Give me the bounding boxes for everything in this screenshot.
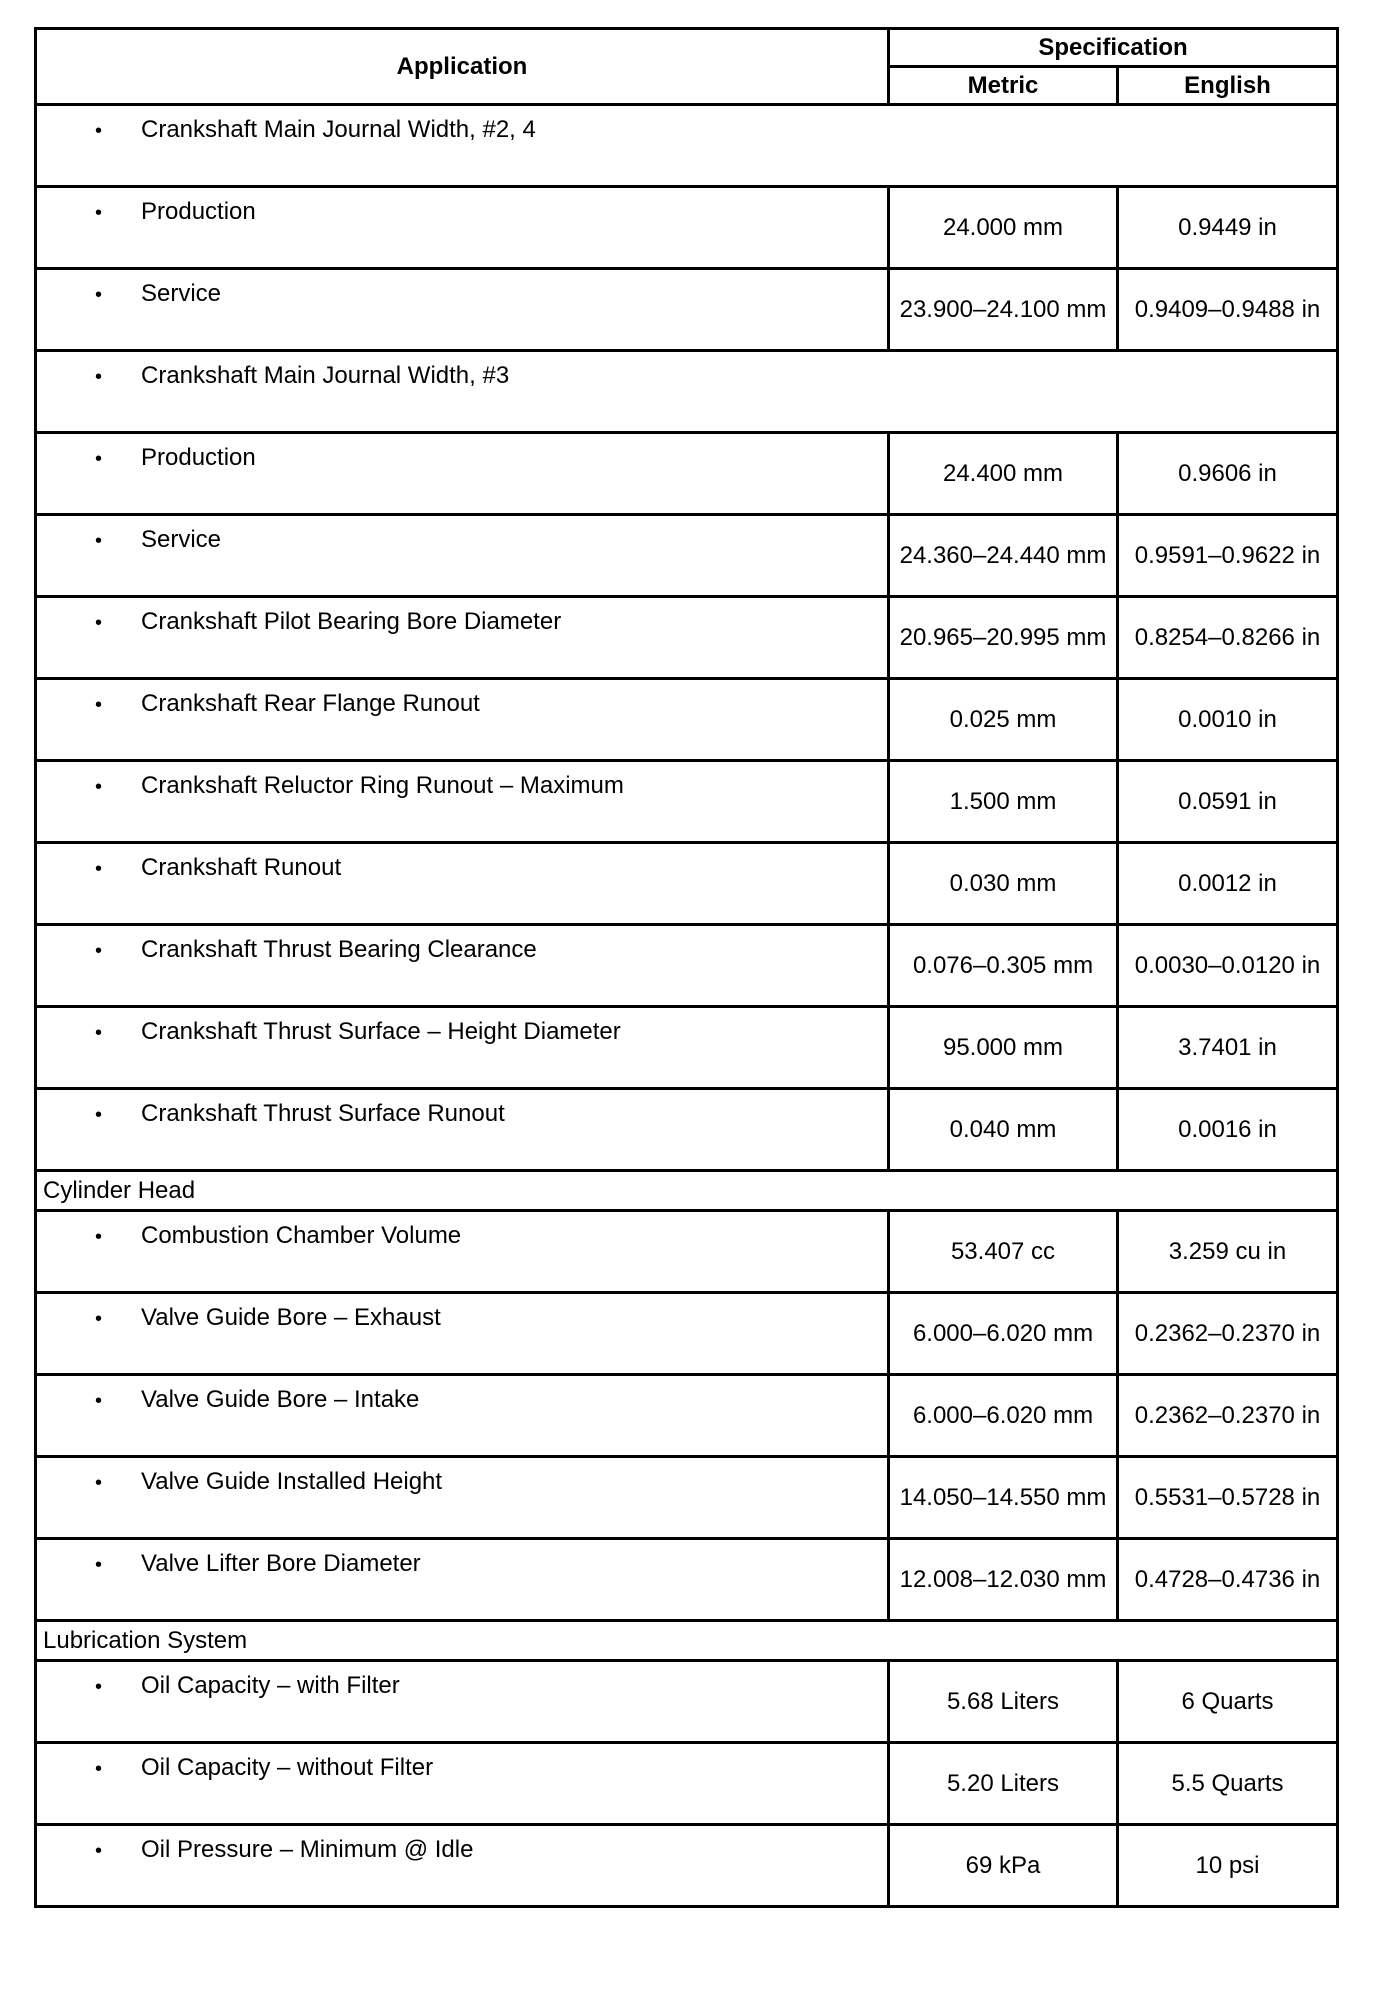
application-label: Crankshaft Thrust Surface Runout — [141, 1100, 505, 1127]
table-row — [36, 761, 1338, 843]
metric-value: 0.025 mm — [889, 679, 1118, 761]
metric-value: 1.500 mm — [889, 761, 1118, 843]
application-cell — [36, 1661, 889, 1743]
application-cell — [36, 1007, 889, 1089]
table-row — [36, 1375, 1338, 1457]
bullet-icon: • — [95, 448, 103, 470]
table-row — [36, 1089, 1338, 1171]
bullet-icon: • — [95, 530, 103, 552]
bullet-icon: • — [95, 202, 103, 224]
table-row — [36, 1661, 1338, 1743]
table-row — [36, 1293, 1338, 1375]
application-cell — [36, 597, 889, 679]
application-label: Production — [141, 444, 256, 471]
metric-header: Metric — [889, 67, 1118, 105]
bullet-icon: • — [95, 120, 103, 142]
application-cell — [36, 1825, 889, 1907]
bullet-icon: • — [95, 1104, 103, 1126]
application-cell — [36, 105, 1338, 187]
application-cell — [36, 925, 889, 1007]
english-value: 0.9591–0.9622 in — [1118, 515, 1338, 597]
english-value: 0.2362–0.2370 in — [1118, 1293, 1338, 1375]
english-value: 0.8254–0.8266 in — [1118, 597, 1338, 679]
metric-value: 23.900–24.100 mm — [889, 269, 1118, 351]
table-row — [36, 843, 1338, 925]
application-label: Crankshaft Rear Flange Runout — [141, 690, 480, 717]
application-cell — [36, 1457, 889, 1539]
bullet-icon: • — [95, 1840, 103, 1862]
application-label: Crankshaft Reluctor Ring Runout – Maximum — [141, 772, 624, 799]
table-row — [36, 269, 1338, 351]
application-cell — [36, 433, 889, 515]
application-label: Crankshaft Main Journal Width, #2, 4 — [141, 116, 536, 143]
bullet-icon: • — [95, 1226, 103, 1248]
application-label: Oil Capacity – with Filter — [141, 1672, 400, 1699]
section-label: Cylinder Head — [36, 1171, 1338, 1211]
application-label: Valve Guide Installed Height — [141, 1468, 443, 1495]
application-label: Valve Guide Bore – Intake — [141, 1386, 420, 1413]
application-cell — [36, 187, 889, 269]
application-label: Valve Lifter Bore Diameter — [141, 1550, 421, 1577]
bullet-icon: • — [95, 1472, 103, 1494]
metric-value: 69 kPa — [889, 1825, 1118, 1907]
section-label: Lubrication System — [36, 1621, 1338, 1661]
application-cell — [36, 843, 889, 925]
application-label: Combustion Chamber Volume — [141, 1222, 462, 1249]
english-value: 0.9449 in — [1118, 187, 1338, 269]
application-cell — [36, 1375, 889, 1457]
bullet-icon: • — [95, 940, 103, 962]
metric-value: 0.030 mm — [889, 843, 1118, 925]
english-value: 0.4728–0.4736 in — [1118, 1539, 1338, 1621]
bullet-icon: • — [95, 1022, 103, 1044]
application-cell — [36, 1743, 889, 1825]
metric-value: 24.360–24.440 mm — [889, 515, 1118, 597]
table-row — [36, 515, 1338, 597]
application-label: Production — [141, 198, 256, 225]
application-cell — [36, 515, 889, 597]
metric-value: 5.68 Liters — [889, 1661, 1118, 1743]
application-label: Oil Capacity – without Filter — [141, 1754, 434, 1781]
english-value: 5.5 Quarts — [1118, 1743, 1338, 1825]
application-cell — [36, 1089, 889, 1171]
english-value: 0.0012 in — [1118, 843, 1338, 925]
application-cell — [36, 679, 889, 761]
bullet-icon: • — [95, 858, 103, 880]
bullet-icon: • — [95, 1308, 103, 1330]
metric-value: 6.000–6.020 mm — [889, 1375, 1118, 1457]
application-label: Crankshaft Thrust Bearing Clearance — [141, 936, 537, 963]
application-label: Service — [141, 280, 222, 307]
english-value: 0.0030–0.0120 in — [1118, 925, 1338, 1007]
specification-header: Specification — [889, 29, 1338, 67]
table-row — [36, 925, 1338, 1007]
section-row — [36, 1171, 1338, 1211]
section-row — [36, 1621, 1338, 1661]
metric-value: 24.000 mm — [889, 187, 1118, 269]
english-value: 0.0010 in — [1118, 679, 1338, 761]
table-row — [36, 679, 1338, 761]
english-value: 0.0016 in — [1118, 1089, 1338, 1171]
application-label: Crankshaft Main Journal Width, #3 — [141, 362, 510, 389]
application-cell — [36, 269, 889, 351]
table-body — [36, 105, 1338, 1907]
specification-table — [34, 27, 1339, 1908]
metric-value: 14.050–14.550 mm — [889, 1457, 1118, 1539]
table-row — [36, 1825, 1338, 1907]
application-label: Crankshaft Runout — [141, 854, 342, 881]
application-label: Service — [141, 526, 222, 553]
english-value: 3.259 cu in — [1118, 1211, 1338, 1293]
english-value: 0.5531–0.5728 in — [1118, 1457, 1338, 1539]
application-cell — [36, 761, 889, 843]
bullet-icon: • — [95, 1390, 103, 1412]
metric-value: 12.008–12.030 mm — [889, 1539, 1118, 1621]
application-label: Oil Pressure – Minimum @ Idle — [141, 1836, 474, 1863]
metric-value: 20.965–20.995 mm — [889, 597, 1118, 679]
bullet-icon: • — [95, 612, 103, 634]
group-row — [36, 351, 1338, 433]
metric-value: 24.400 mm — [889, 433, 1118, 515]
metric-value: 5.20 Liters — [889, 1743, 1118, 1825]
english-value: 0.2362–0.2370 in — [1118, 1375, 1338, 1457]
group-row — [36, 105, 1338, 187]
table-row — [36, 433, 1338, 515]
table-row — [36, 1743, 1338, 1825]
application-label: Valve Guide Bore – Exhaust — [141, 1304, 441, 1331]
english-value: 0.9409–0.9488 in — [1118, 269, 1338, 351]
table-row — [36, 187, 1338, 269]
bullet-icon: • — [95, 776, 103, 798]
bullet-icon: • — [95, 366, 103, 388]
bullet-icon: • — [95, 1676, 103, 1698]
application-cell — [36, 1539, 889, 1621]
english-value: 10 psi — [1118, 1825, 1338, 1907]
english-value: 0.0591 in — [1118, 761, 1338, 843]
english-value: 3.7401 in — [1118, 1007, 1338, 1089]
table-row — [36, 1539, 1338, 1621]
table-row — [36, 1211, 1338, 1293]
application-cell — [36, 351, 1338, 433]
metric-value: 0.076–0.305 mm — [889, 925, 1118, 1007]
metric-value: 0.040 mm — [889, 1089, 1118, 1171]
application-cell — [36, 1293, 889, 1375]
english-header: English — [1118, 67, 1338, 105]
metric-value: 95.000 mm — [889, 1007, 1118, 1089]
metric-value: 53.407 cc — [889, 1211, 1118, 1293]
bullet-icon: • — [95, 1554, 103, 1576]
application-label: Crankshaft Pilot Bearing Bore Diameter — [141, 608, 562, 635]
english-value: 0.9606 in — [1118, 433, 1338, 515]
table-row — [36, 1007, 1338, 1089]
english-value: 6 Quarts — [1118, 1661, 1338, 1743]
application-cell — [36, 1211, 889, 1293]
metric-value: 6.000–6.020 mm — [889, 1293, 1118, 1375]
bullet-icon: • — [95, 694, 103, 716]
table-row — [36, 597, 1338, 679]
bullet-icon: • — [95, 284, 103, 306]
table-row — [36, 1457, 1338, 1539]
application-header: Application — [36, 29, 889, 105]
bullet-icon: • — [95, 1758, 103, 1780]
application-label: Crankshaft Thrust Surface – Height Diameter — [141, 1018, 621, 1045]
